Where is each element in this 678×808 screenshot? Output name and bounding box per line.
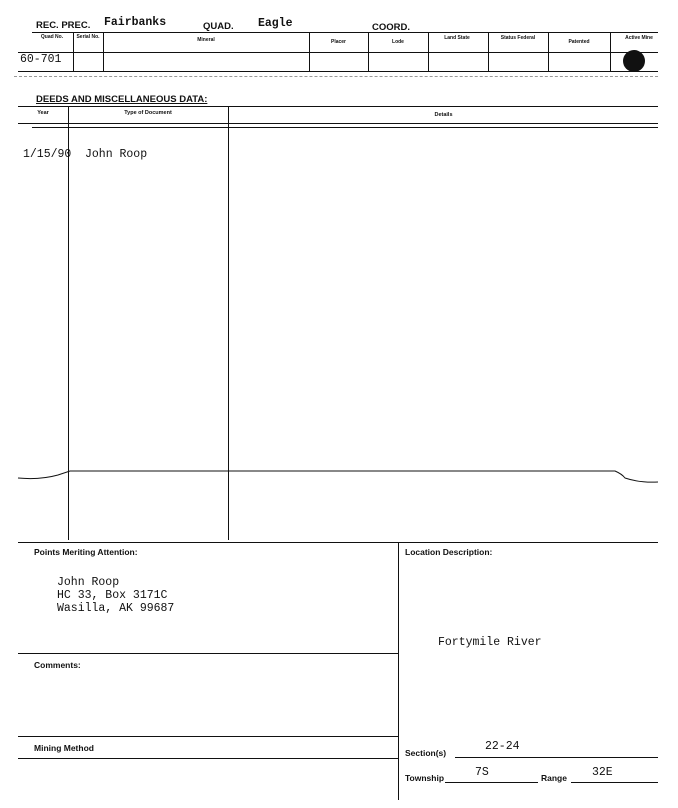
range-value: 32E bbox=[592, 766, 613, 779]
range-label: Range bbox=[541, 773, 567, 783]
col-type-of-document: Type of Document bbox=[124, 110, 172, 116]
comments-rule bbox=[18, 653, 398, 654]
active-mine-marker bbox=[623, 50, 645, 72]
township-label: Township bbox=[405, 773, 445, 783]
rec-prec-value: Fairbanks bbox=[104, 16, 167, 29]
col-placer: Placer bbox=[330, 39, 346, 45]
points-line-3: Wasilla, AK 99687 bbox=[57, 602, 175, 615]
points-label: Points Meriting Attention: bbox=[34, 547, 138, 557]
quad-value: Eagle bbox=[258, 17, 293, 30]
section-label: Section(s) bbox=[405, 748, 447, 758]
points-line-1: John Roop bbox=[57, 576, 120, 589]
header-rule bbox=[32, 32, 658, 33]
lower-divider bbox=[398, 542, 399, 800]
col-land-state: Land State bbox=[444, 35, 470, 41]
quad-no-value: 60-701 bbox=[20, 53, 62, 66]
col-serial-no: Serial No. bbox=[76, 34, 100, 40]
quad-label: QUAD. bbox=[203, 21, 234, 32]
page-overlap-rule bbox=[0, 462, 678, 492]
col-patented: Patented bbox=[568, 39, 590, 45]
township-value: 7S bbox=[475, 766, 489, 779]
deed-entry-type: John Roop bbox=[85, 148, 148, 161]
rec-prec-label: REC. PREC. bbox=[36, 20, 91, 31]
deed-entry-year: 1/15/90 bbox=[23, 148, 72, 161]
comments-label: Comments: bbox=[34, 660, 81, 670]
section-value: 22-24 bbox=[485, 740, 520, 753]
coord-label: COORD. bbox=[372, 22, 410, 33]
col-mineral: Mineral bbox=[197, 37, 215, 43]
col-lode: Lode bbox=[392, 39, 404, 45]
col-status-federal: Status Federal bbox=[500, 35, 536, 41]
deeds-section-title: DEEDS AND MISCELLANEOUS DATA: bbox=[36, 94, 208, 105]
location-label: Location Description: bbox=[405, 547, 493, 557]
points-address bbox=[57, 576, 174, 615]
mining-method-rule bbox=[18, 736, 398, 737]
points-line-2: HC 33, Box 3171C bbox=[57, 589, 168, 602]
location-value: Fortymile River bbox=[438, 636, 542, 649]
section-separator bbox=[14, 76, 658, 77]
col-details: Details bbox=[434, 112, 453, 118]
col-active-mine: Active Mine bbox=[625, 35, 653, 41]
col-quad-no: Quad No. bbox=[40, 34, 64, 40]
mining-method-label: Mining Method bbox=[34, 743, 94, 753]
col-year: Year bbox=[37, 110, 49, 116]
